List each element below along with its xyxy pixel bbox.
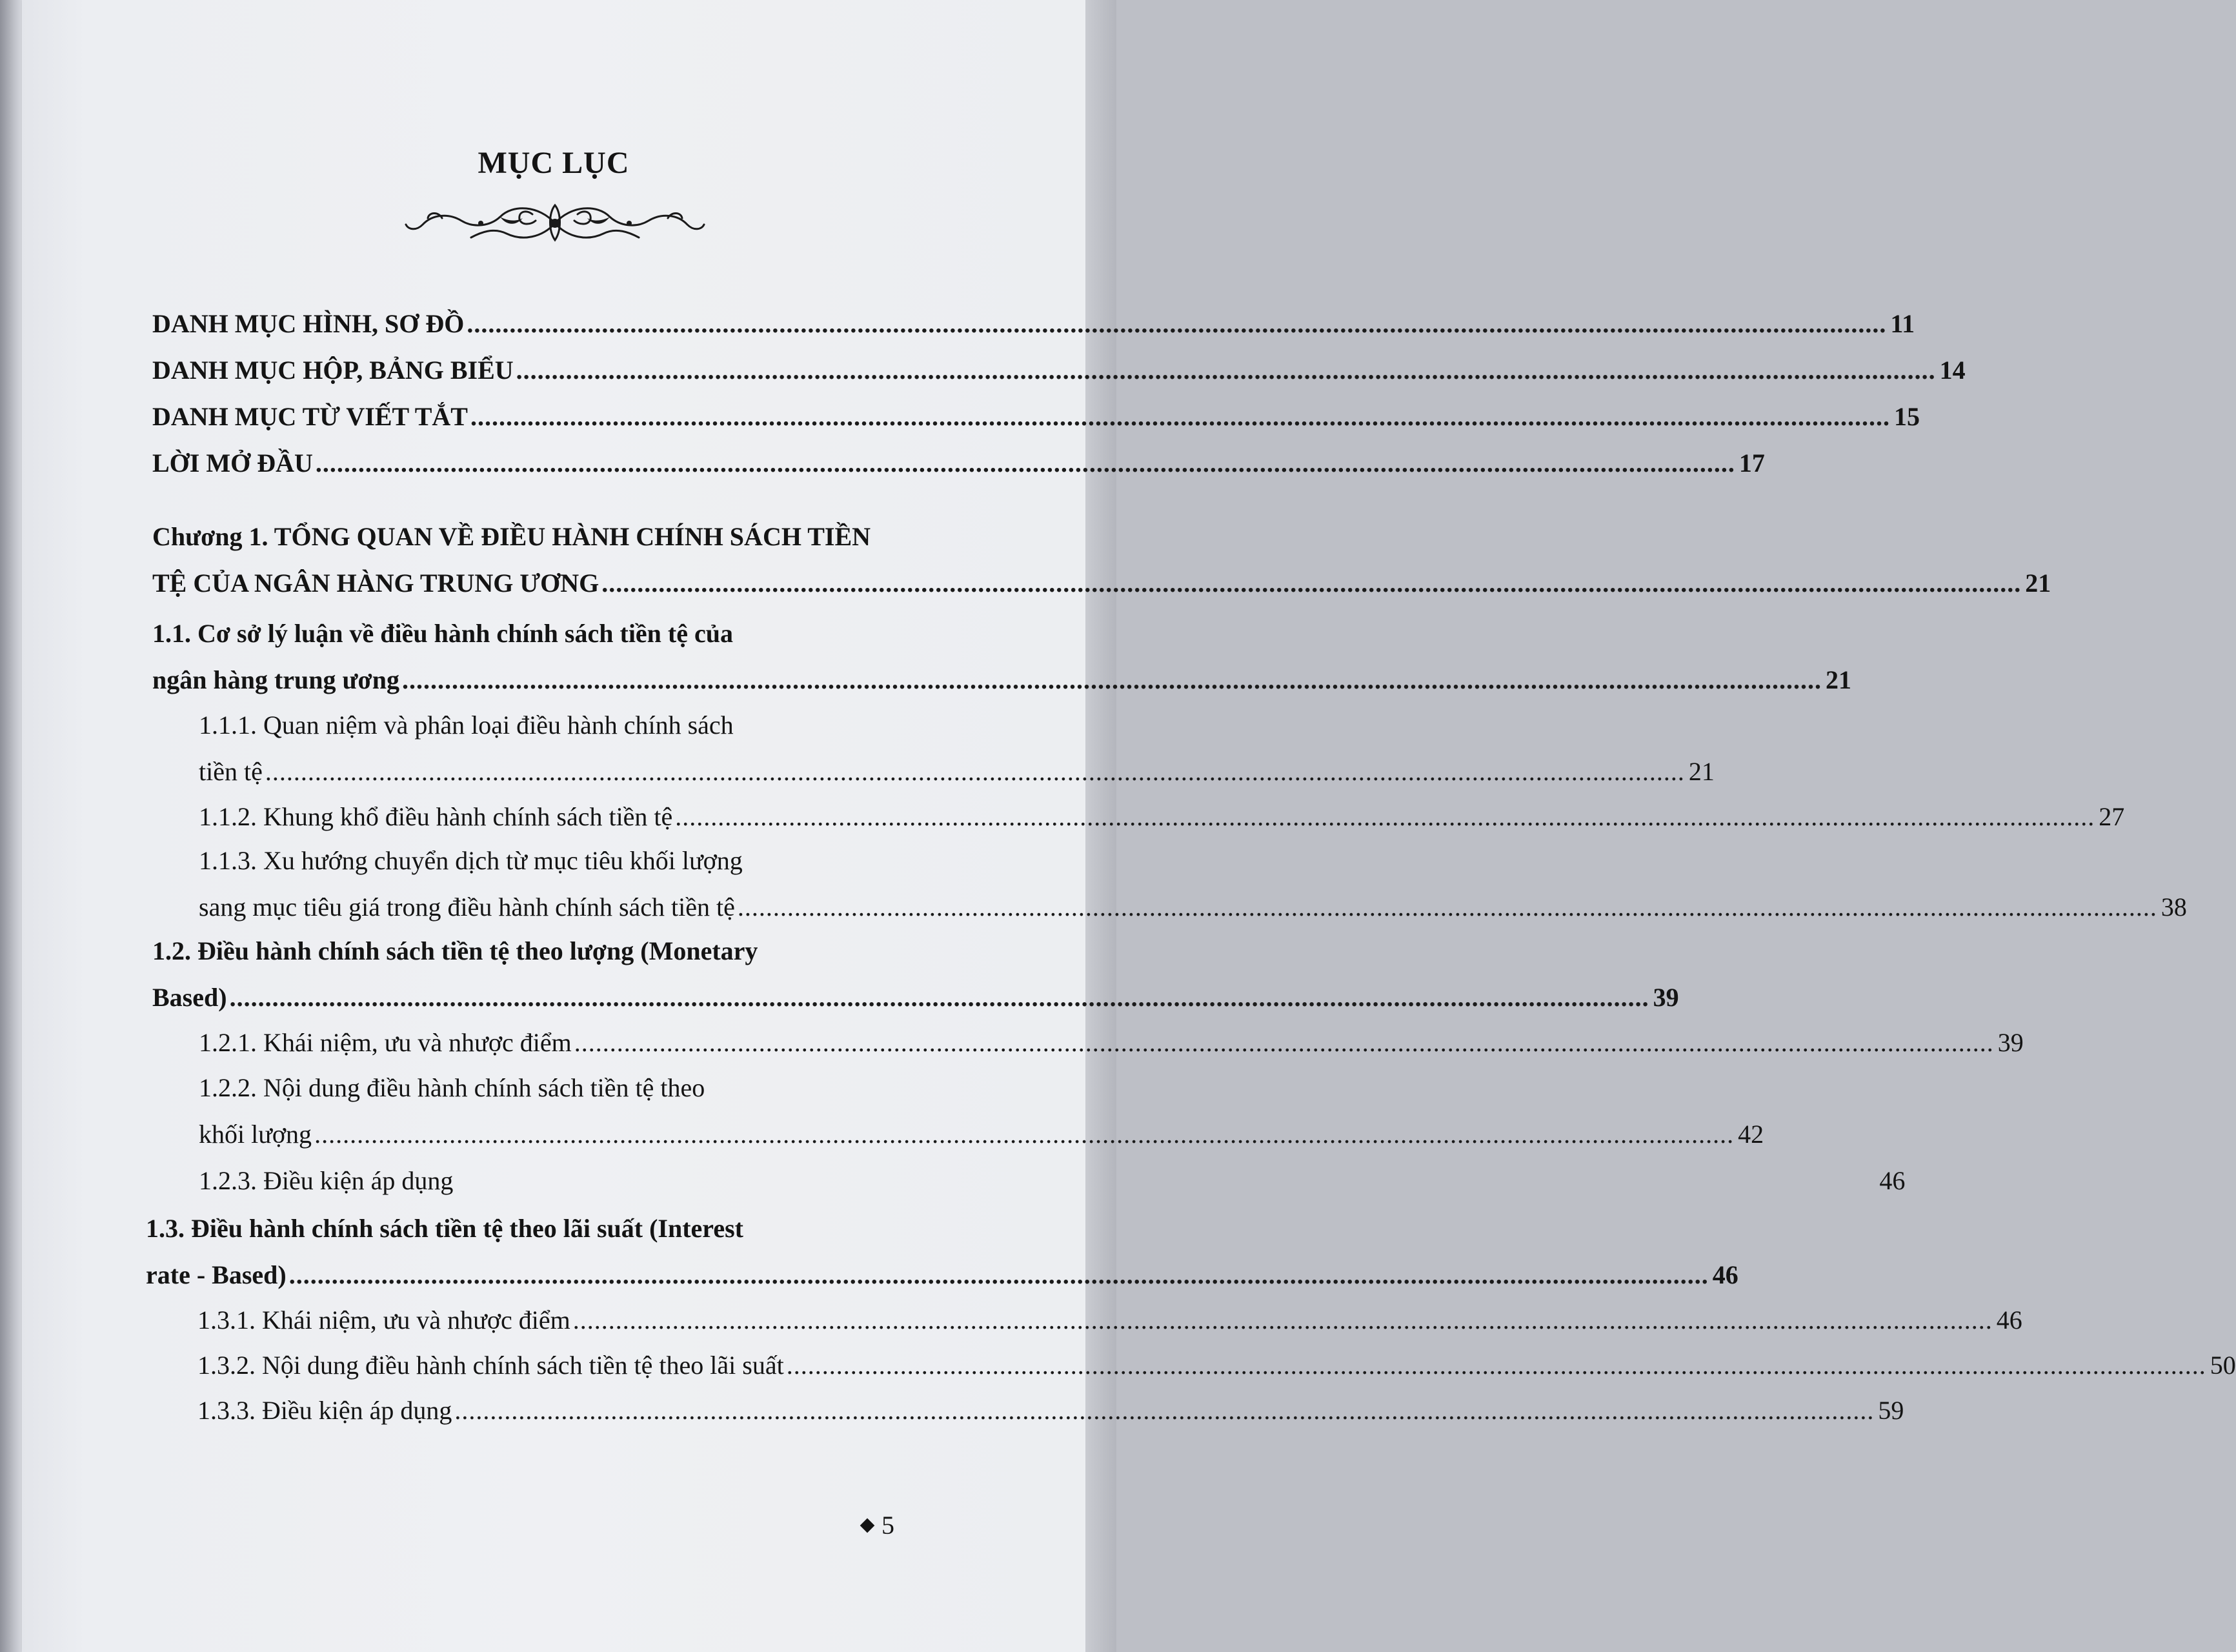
- entry-page: 46: [1996, 1305, 2022, 1335]
- dot-leader: ........................................................................................................................................................................................................: [401, 665, 1822, 694]
- dot-leader: ........................................................................................................................................................................................................: [265, 757, 1685, 786]
- toc-entry-1-3-1: [197, 1305, 2022, 1335]
- dot-leader: ........................................................................................................................................................................................................: [454, 1396, 1875, 1425]
- toc-entry-1-3-line1: 1.3. Điều hành chính sách tiền tệ theo lãi suất (Interest: [146, 1214, 743, 1243]
- entry-title: LỜI MỞ ĐẦU: [152, 448, 313, 478]
- dot-leader: ........................................................................................................................................................................................................: [314, 1120, 1735, 1149]
- entry-title: TỆ CỦA NGÂN HÀNG TRUNG ƯƠNG: [152, 569, 599, 598]
- toc-entry-1-2-2: [199, 1119, 1764, 1149]
- dot-leader: ........................................................................................................................................................................................................: [601, 569, 2022, 598]
- entry-page: 50: [2210, 1351, 2236, 1380]
- toc-entry-chapter-1: [152, 568, 2051, 598]
- entry-title: ngân hàng trung ương: [152, 665, 399, 694]
- entry-page: 39: [1997, 1028, 2024, 1057]
- entry-title: DANH MỤC TỪ VIẾT TẮT: [152, 402, 468, 431]
- entry-page: 17: [1738, 448, 1765, 478]
- entry-title: DANH MỤC HỘP, BẢNG BIỂU: [152, 356, 514, 385]
- dot-leader: ........................................................................................................................................................................................................: [516, 356, 1936, 385]
- entry-page: 21: [1688, 757, 1715, 786]
- entry-page: 46: [1879, 1166, 1906, 1195]
- entry-page: 27: [2099, 802, 2125, 831]
- entry-page: 14: [1939, 356, 1966, 385]
- entry-page: 15: [1893, 402, 1920, 431]
- diamond-bullet-icon: [860, 1518, 875, 1533]
- entry-page: 38: [2160, 892, 2187, 922]
- dot-leader: ........................................................................................................................................................................................................: [288, 1260, 1709, 1289]
- toc-entry-abbreviations: [152, 401, 1920, 432]
- ornament-divider-icon: [403, 192, 707, 254]
- toc-entry-1-2-3: [199, 1165, 1906, 1196]
- toc-entry-1-3-3: [197, 1395, 1904, 1425]
- entry-title: Based): [152, 983, 227, 1012]
- dot-leader: ........................................................................................................................................................................................................: [737, 892, 2157, 922]
- page-number: 5: [881, 1511, 894, 1540]
- page-footer: [862, 1510, 894, 1540]
- toc-entry-1-1: [152, 665, 1851, 695]
- entry-page: 42: [1738, 1120, 1764, 1149]
- dot-leader: ........................................................................................................................................................................................................: [675, 802, 2095, 831]
- dot-leader: ........................................................................................................................................................................................................: [574, 1028, 1994, 1057]
- dot-leader: ........................................................................................................................................................................................................: [467, 309, 1887, 338]
- toc-entry-list-of-figures: [152, 308, 1915, 339]
- toc-entry-1-2-2-line1: 1.2.2. Nội dung điều hành chính sách tiền tệ theo: [199, 1073, 705, 1102]
- entry-page: 11: [1890, 309, 1915, 338]
- entry-page: 39: [1653, 983, 1679, 1012]
- toc-entry-1-1-3-line1: 1.1.3. Xu hướng chuyển dịch từ mục tiêu khối lượng: [199, 846, 743, 875]
- entry-title: 1.3.3. Điều kiện áp dụng: [197, 1396, 452, 1425]
- entry-page: 59: [1878, 1396, 1904, 1425]
- book-spine-shadow: [0, 0, 22, 1652]
- toc-entry-chapter-1-line1: Chương 1. TỔNG QUAN VỀ ĐIỀU HÀNH CHÍNH SÁCH TIỀN: [152, 522, 871, 551]
- toc-entry-1-2: [152, 982, 1679, 1012]
- entry-page: 46: [1712, 1260, 1738, 1289]
- toc-entry-1-1-3: [199, 892, 2187, 922]
- toc-entry-1-2-1: [199, 1027, 2024, 1058]
- entry-title: 1.1.2. Khung khổ điều hành chính sách tiền tệ: [199, 802, 673, 831]
- entry-title: 1.2.3. Điều kiện áp dụng: [199, 1166, 454, 1195]
- dot-leader: ........................................................................................................................................................................................................: [572, 1305, 1993, 1335]
- dot-leader: ........................................................................................................................................................................................................: [315, 448, 1735, 478]
- entry-title: sang mục tiêu giá trong điều hành chính sách tiền tệ: [199, 892, 735, 922]
- dot-leader: ........................................................................................................................................................................................................: [470, 402, 1890, 431]
- entry-title: 1.3.2. Nội dung điều hành chính sách tiền tệ theo lãi suất: [197, 1351, 784, 1380]
- entry-page: 21: [1825, 665, 1851, 694]
- entry-title: 1.2.1. Khái niệm, ưu và nhược điểm: [199, 1028, 572, 1057]
- dot-leader: ........................................................................................................................................................................................................: [786, 1351, 2206, 1380]
- toc-entry-1-1-2: [199, 801, 2125, 832]
- toc-entry-1-2-line1: 1.2. Điều hành chính sách tiền tệ theo lượng (Monetary: [152, 936, 758, 965]
- entry-title: DANH MỤC HÌNH, SƠ ĐỒ: [152, 309, 465, 338]
- toc-entry-1-1-line1: 1.1. Cơ sở lý luận về điều hành chính sách tiền tệ của: [152, 619, 733, 648]
- toc-entry-1-1-1-line1: 1.1.1. Quan niệm và phân loại điều hành chính sách: [199, 710, 734, 740]
- toc-entry-list-of-boxes: [152, 355, 1966, 385]
- entry-page: 21: [2025, 569, 2051, 598]
- entry-title: 1.3.1. Khái niệm, ưu và nhược điểm: [197, 1305, 570, 1335]
- toc-title: MỤC LỤC: [478, 146, 630, 180]
- toc-entry-preface: [152, 448, 1765, 478]
- entry-title: khối lượng: [199, 1120, 312, 1149]
- entry-title: rate - Based): [146, 1260, 287, 1289]
- entry-title: tiền tệ: [199, 757, 263, 786]
- dot-leader: ........................................................................................................................................................................................................: [229, 983, 1649, 1012]
- toc-entry-1-1-1: [199, 756, 1715, 787]
- toc-entry-1-3: [146, 1260, 1738, 1290]
- toc-entry-1-3-2: [197, 1350, 2236, 1380]
